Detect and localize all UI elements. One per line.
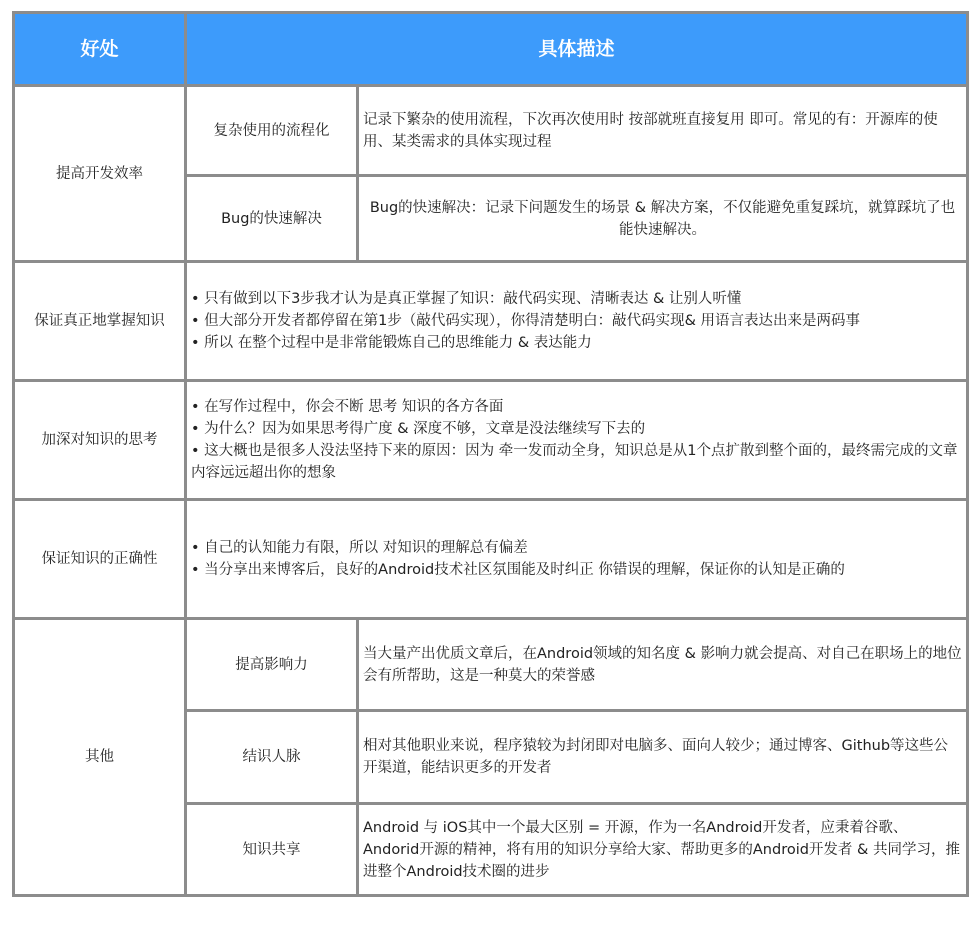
- header-benefit: 好处: [14, 13, 186, 86]
- description-cell: Bug的快速解决：记录下问题发生的场景 & 解决方案，不仅能避免重复踩坑，就算踩坑了也能快速解决。: [358, 176, 968, 262]
- table-row: [14, 500, 968, 619]
- table-row: [14, 262, 968, 381]
- subcategory-cell: Bug的快速解决: [186, 176, 358, 262]
- description-cell: [186, 262, 968, 381]
- description-cell: [186, 381, 968, 500]
- category-cell: 加深对知识的思考: [14, 381, 186, 500]
- description-cell: 相对其他职业来说，程序猿较为封闭即对电脑多、面向人较少；通过博客、Github等这些公开渠道，能结识更多的开发者: [358, 711, 968, 804]
- category-cell: 提高开发效率: [14, 86, 186, 262]
- bullet-item: • 在写作过程中，你会不断 思考 知识的各方各面: [191, 399, 504, 415]
- header-row: [14, 13, 968, 86]
- subcategory-cell: 复杂使用的流程化: [186, 86, 358, 176]
- bullet-item: • 为什么？因为如果思考得广度 & 深度不够，文章是没法继续写下去的: [191, 421, 646, 437]
- table-row: [14, 619, 968, 711]
- bullet-item: • 但大部分开发者都停留在第1步（敲代码实现），你得清楚明白：敲代码实现& 用语言表达出来是两码事: [191, 313, 861, 329]
- benefits-table: [12, 11, 969, 897]
- bullet-item: • 所以 在整个过程中是非常能锻炼自己的思维能力 & 表达能力: [191, 335, 592, 351]
- description-cell: Android 与 iOS其中一个最大区别 = 开源，作为一名Android开发者，应秉着谷歌、Andorid开源的精神，将有用的知识分享给大家、帮助更多的Android开发者 & 共同学习，推进整个Android技术圈的进步: [358, 804, 968, 896]
- bullet-item: • 当分享出来博客后，良好的Android技术社区氛围能及时纠正 你错误的理解，保证你的认知是正确的: [191, 562, 845, 578]
- header-description: 具体描述: [186, 13, 968, 86]
- bullet-item: • 这大概也是很多人没法坚持下来的原因：因为 牵一发而动全身，知识总是从1个点扩散到整个面的，最终需完成的文章内容远远超出你的想象: [191, 443, 958, 481]
- category-cell: 保证知识的正确性: [14, 500, 186, 619]
- subcategory-cell: 结识人脉: [186, 711, 358, 804]
- description-cell: [186, 500, 968, 619]
- bullet-item: • 自己的认知能力有限，所以 对知识的理解总有偏差: [191, 540, 528, 556]
- category-cell: 其他: [14, 619, 186, 896]
- category-cell: 保证真正地掌握知识: [14, 262, 186, 381]
- table-row: [14, 381, 968, 500]
- table-row: [14, 86, 968, 176]
- subcategory-cell: 知识共享: [186, 804, 358, 896]
- description-cell: 当大量产出优质文章后，在Android领域的知名度 & 影响力就会提高、对自己在职场上的地位会有所帮助，这是一种莫大的荣誉感: [358, 619, 968, 711]
- bullet-item: • 只有做到以下3步我才认为是真正掌握了知识：敲代码实现、清晰表达 & 让别人听懂: [191, 291, 742, 307]
- description-cell: 记录下繁杂的使用流程，下次再次使用时 按部就班直接复用 即可。常见的有：开源库的使用、某类需求的具体实现过程: [358, 86, 968, 176]
- subcategory-cell: 提高影响力: [186, 619, 358, 711]
